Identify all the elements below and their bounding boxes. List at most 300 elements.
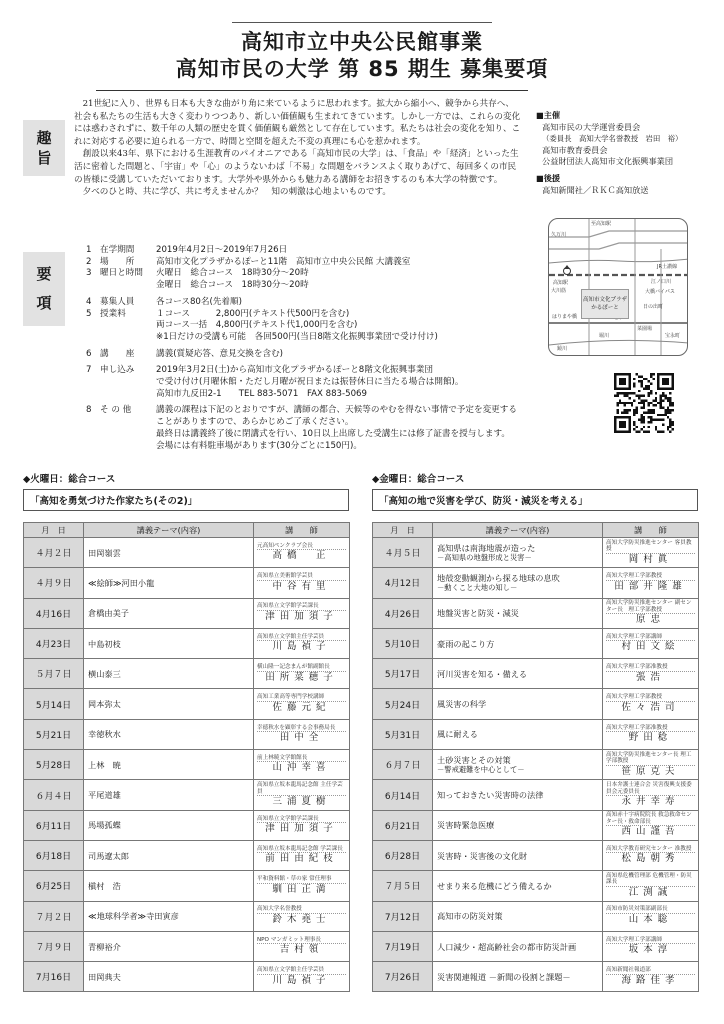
lecturer-title: 高知大学理工学部教授 xyxy=(606,694,662,701)
title-block xyxy=(0,29,724,83)
lecture-theme-cell xyxy=(84,538,254,568)
lecture-date: ４月９日 xyxy=(24,568,84,598)
table-header-cell: 講 師 xyxy=(603,523,699,538)
map-label: 久万川 xyxy=(551,232,567,238)
lecturer-title: 高知県危機管理部 危機管理・防災課長 xyxy=(606,872,692,886)
details-item-line: 高知市九反田2-1 TEL 883-5071 FAX 883-5069 xyxy=(156,388,367,399)
table-row xyxy=(24,901,350,931)
lecturer-name: 海路佳孝 xyxy=(606,974,695,987)
lecture-theme: 中島初枝 xyxy=(88,638,121,649)
details-item-key: 授業料 xyxy=(100,308,126,319)
lecturer-cell xyxy=(603,568,699,598)
details-item-number: 6 xyxy=(86,348,92,359)
lecture-date: ４月５日 xyxy=(373,538,433,568)
lecture-date: 5月28日 xyxy=(24,750,84,780)
lecturer-title: 高知大学教育研究センター 准教授 xyxy=(606,845,692,852)
lecturer-name: 山本聡 xyxy=(606,913,695,926)
lecturer-cell xyxy=(603,810,699,840)
map-label: 堀川 xyxy=(599,333,610,339)
tuesday-heading: ◆火曜日：総合コース xyxy=(23,474,116,485)
lecturer-title: 横山隆一記念まんが館副館長 xyxy=(257,664,330,671)
lecturer-title: 高知県立文学館主任学芸員 xyxy=(257,967,325,974)
lecture-date: 7月16日 xyxy=(24,962,84,992)
table-row xyxy=(24,931,350,961)
lecturer-name: 坂本淳 xyxy=(606,943,695,956)
lecturer-cell xyxy=(254,840,350,870)
lecturer-name: 鈴木堯士 xyxy=(257,913,346,926)
lecture-theme-cell xyxy=(433,719,603,749)
lecture-theme-cell xyxy=(433,962,603,992)
lecture-date: 5月10日 xyxy=(373,628,433,658)
details-item xyxy=(86,365,546,400)
lecturer-name: 津田加須子 xyxy=(257,610,346,623)
lecturer-name: 馴田正満 xyxy=(257,883,346,896)
lecture-theme: 河川災害を知る・備える xyxy=(437,668,528,679)
details-item-line: で受け付け(月曜休館・ただし月曜が祝日または振替休日に当たる場合は開館)。 xyxy=(156,377,464,388)
lecture-theme: 地盤災害と防災・減災 xyxy=(437,608,519,619)
lecturer-cell xyxy=(603,931,699,961)
lecturer-name: 佐藤元紀 xyxy=(257,701,346,714)
lecture-date: 5月24日 xyxy=(373,689,433,719)
lecturer-title: 幸徳秋水を顕彰する会事務局長 xyxy=(257,724,336,731)
table-header-cell: 月 日 xyxy=(373,523,433,538)
details-item-line: ※1日だけの受講も可能 各回500円(当日8階文化振興事業団で受け付け) xyxy=(156,331,438,342)
lecturer-title: NPO マンガミット理事長 xyxy=(257,936,321,943)
lecture-date: 5月14日 xyxy=(24,689,84,719)
details-item-key: そ の 他 xyxy=(100,405,132,416)
lecture-theme: 青柳裕介 xyxy=(88,941,121,952)
lecture-theme: 馬場孤蝶 xyxy=(88,820,121,831)
lecturer-title: 高知市防災対策部副部長 xyxy=(606,906,668,913)
friday-schedule-table xyxy=(372,522,699,992)
purpose-paragraph: 21世紀に入り、世界も日本も大きな曲がり角に来ているように思われます。拡大から縮小へ、競争から共存へ、社会も私たちの生活も大きく変わりつつあり、新しい価値観も生まれてきています。しかし一方では、これらの変化には惑わされずに、数千年の人類の歴史を貫く価値観も厳然として存在しています。私たちは社会の変化を知り、これに対応する必要に迫られる一方で、時間と空間を超えた不変の真理にも心を惹かれます。 xyxy=(74,99,521,147)
lecture-theme-sub: －高知県の地盤形成と災害－ xyxy=(437,552,532,562)
lecture-theme: 人口減少・超高齢社会の都市防災計画 xyxy=(437,941,577,952)
lecturer-title: 高知工業高等専門学校講師 xyxy=(257,694,325,701)
table-row xyxy=(24,780,350,810)
venue-name-line2: かるぽーと xyxy=(591,305,619,311)
table-row xyxy=(24,689,350,719)
table-row xyxy=(24,750,350,780)
lecturer-title: 高知大学防災推進センター 副センター長 理工学部教授 xyxy=(606,600,692,613)
tuesday-schedule-table xyxy=(23,522,350,992)
details-item-line: 2019年3月2日(土)から高知市文化プラザかるぽーと8階文化振興事業団 xyxy=(156,365,434,376)
map-label: JR土讃線 xyxy=(657,264,677,270)
map-label: 日の出町 xyxy=(643,304,664,310)
lecturer-cell xyxy=(603,598,699,628)
lecture-date: 6月25日 xyxy=(24,871,84,901)
lecture-theme-cell xyxy=(433,780,603,810)
lecture-theme: 地殻変動観測から探る地球の息吹 xyxy=(437,572,560,583)
map-label: 鏡川 xyxy=(557,346,568,352)
lecture-theme: 風災害の科学 xyxy=(437,699,487,710)
lecture-theme-cell xyxy=(433,810,603,840)
table-row xyxy=(373,659,699,689)
details-item-key: 募集人員 xyxy=(100,296,135,307)
map-label: 至高知駅 xyxy=(591,221,612,227)
table-row xyxy=(24,962,350,992)
details-item xyxy=(86,257,546,269)
details-item-line: 火曜日 総合コース 18時30分～20時 xyxy=(156,268,309,279)
lecture-theme: 災害時緊急医療 xyxy=(437,820,495,831)
lecture-theme-cell xyxy=(433,931,603,961)
lecturer-title: 元高知ペンクラブ会長 xyxy=(257,542,313,549)
table-row xyxy=(373,750,699,780)
lecturer-title: 高知大学理工学部准教授 xyxy=(606,724,668,731)
lecturer-title: 高知大学防災推進センター 客員教授 xyxy=(606,539,692,553)
details-item xyxy=(86,405,546,452)
lecturer-title: 高知県立美術館学芸員 xyxy=(257,573,313,580)
venue-map xyxy=(548,218,688,356)
details-label xyxy=(23,252,65,326)
lecture-date: ６月７日 xyxy=(373,750,433,780)
lecture-date: 5月17日 xyxy=(373,659,433,689)
lecture-date: 4月16日 xyxy=(24,598,84,628)
lecture-theme-cell xyxy=(84,659,254,689)
map-label: 菜園場 xyxy=(637,326,653,332)
lecturer-title: 高知県立文学館学芸課長 xyxy=(257,603,319,610)
lecturer-name: 前田由紀枝 xyxy=(257,852,346,865)
details-item-key: 講 座 xyxy=(100,348,135,359)
lecture-date: 7月26日 xyxy=(373,962,433,992)
lecturer-cell xyxy=(254,810,350,840)
lecturer-name: 松島朝秀 xyxy=(606,852,695,865)
lecturer-cell xyxy=(254,598,350,628)
table-row xyxy=(24,568,350,598)
lecturer-name: 永井幸寿 xyxy=(606,795,695,808)
details-item-key: 場 所 xyxy=(100,256,135,267)
table-header-cell: 講義テーマ(内容) xyxy=(433,523,603,538)
lecturer-name: 田部井隆雄 xyxy=(606,580,695,593)
lecturer-name: 川島禎子 xyxy=(257,640,346,653)
lecture-theme-cell xyxy=(433,598,603,628)
lecturer-title: 高知大学理工学部教授 xyxy=(606,573,662,580)
lecturer-cell xyxy=(603,871,699,901)
details-item-line: 最終日は講義終了後に閉講式を行い、10日以上出席した受講生には修了証書を授与します。 xyxy=(156,428,510,439)
purpose-label xyxy=(23,120,65,176)
details-item-line: 講義(質疑応答、意見交換を含む) xyxy=(156,348,284,359)
details-item-number: 3 xyxy=(86,268,92,279)
lecture-theme: 高知市の防災対策 xyxy=(437,911,503,922)
table-header-cell: 月 日 xyxy=(24,523,84,538)
lecture-date: ５月７日 xyxy=(24,659,84,689)
table-row xyxy=(373,931,699,961)
lecturer-name: 佐々浩司 xyxy=(606,701,695,714)
lecturer-name: 田中全 xyxy=(257,731,346,744)
details-item-number: 7 xyxy=(86,365,92,376)
lecture-theme-sub: －動くこと大地の知し－ xyxy=(437,582,518,592)
lecture-date: 4月23日 xyxy=(24,628,84,658)
table-row xyxy=(24,871,350,901)
lecture-date: ６月４日 xyxy=(24,780,84,810)
table-row xyxy=(24,719,350,749)
details-item-number: 2 xyxy=(86,256,92,267)
top-rule xyxy=(232,22,492,23)
lecturer-cell xyxy=(254,780,350,810)
details-item-line: 金曜日 総合コース 18時30分～20時 xyxy=(156,280,309,291)
lecturer-name: 中谷有里 xyxy=(257,580,346,593)
lecturer-cell xyxy=(603,689,699,719)
lecturer-name: 三浦夏樹 xyxy=(257,795,346,808)
lecturer-cell xyxy=(603,538,699,568)
lecturer-name: 岡村眞 xyxy=(606,553,695,566)
details-item-number: 8 xyxy=(86,405,92,416)
friday-heading: ◆金曜日：総合コース xyxy=(372,474,465,485)
host-heading: ■主催 xyxy=(536,110,561,120)
lecture-theme-cell xyxy=(84,901,254,931)
lecturer-title: 高知県立坂本龍馬記念館 主任学芸員 xyxy=(257,782,343,795)
lecturer-name: 川島禎子 xyxy=(257,974,346,987)
lecture-date: 6月11日 xyxy=(24,810,84,840)
support-line: 高知新聞社／ＲＫＣ高知放送 xyxy=(542,184,649,195)
lecturer-title: 高知大学名誉教授 xyxy=(257,906,302,913)
lecturer-cell xyxy=(603,628,699,658)
host-line: 高知市民の大学運営委員会 xyxy=(542,121,641,132)
table-row xyxy=(373,628,699,658)
lecturer-cell xyxy=(254,568,350,598)
lecture-theme: せまり来る危機にどう備えるか xyxy=(437,880,552,891)
lecture-theme-cell xyxy=(433,628,603,658)
lecture-date: 6月14日 xyxy=(373,780,433,810)
lecturer-cell xyxy=(603,750,699,780)
lecture-theme: ≪絵師≫河田小龍 xyxy=(88,577,155,588)
details-item-key: 申し込み xyxy=(100,365,135,376)
lecturer-name: 田所菜穂子 xyxy=(257,671,346,684)
lecture-theme-cell xyxy=(433,689,603,719)
lecture-theme-cell xyxy=(84,780,254,810)
qr-code xyxy=(614,373,674,433)
lecturer-cell xyxy=(603,780,699,810)
lecture-theme-cell xyxy=(433,871,603,901)
lecture-theme: 横山泰三 xyxy=(88,668,121,679)
lecturer-title: 高知赤十字病院院長 救急救命センター長・救命部長 xyxy=(606,812,692,825)
lecturer-name: 江渕誠 xyxy=(606,886,695,899)
lecturer-cell xyxy=(603,962,699,992)
lecturer-name: 西山謹吾 xyxy=(606,825,695,838)
lecturer-title: 高知大学防災推進センター長 理工学部教授 xyxy=(606,751,692,765)
lecture-theme-cell xyxy=(84,598,254,628)
map-label: はりまや橋 xyxy=(552,314,578,320)
details-item xyxy=(86,297,546,309)
table-row xyxy=(24,659,350,689)
table-row xyxy=(373,598,699,628)
lecture-theme: 田岡嶺雲 xyxy=(88,547,121,558)
lecture-theme-cell xyxy=(84,962,254,992)
venue-name-line1: 高知市文化プラザ xyxy=(582,297,627,303)
lecturer-cell xyxy=(254,750,350,780)
lecture-date: 4月12日 xyxy=(373,568,433,598)
purpose-paragraph: 創設以来43年、県下における生涯教育のパイオニアである「高知市民の大学」は、「食品」や「経済」といった生活に密着した問題と、「宇宙」や「心」のようないわば「不易」な問題をバランスよく取りあげて、毎回多くの市民の皆様に受講していただいております。大学外や県外からも魅力ある講師をお招きするのも本大学の特徴です。 xyxy=(74,149,519,185)
table-row xyxy=(24,598,350,628)
table-row xyxy=(373,962,699,992)
lecturer-name: 原忠 xyxy=(606,613,695,626)
lecturer-name: 野田稔 xyxy=(606,731,695,744)
lecture-theme-cell xyxy=(84,719,254,749)
host-line: （委員長 高知大学名誉教授 岩田 裕） xyxy=(542,134,683,144)
lecturer-name: 村田文絵 xyxy=(606,640,695,653)
table-row xyxy=(24,538,350,568)
lecturer-cell xyxy=(254,628,350,658)
details-item-line: 講義の課程は下記のとおりですが、講師の都合、天候等のやむを得ない事情で予定を変更する xyxy=(156,405,517,416)
lecture-theme: 災害時・災害後の文化財 xyxy=(437,850,528,861)
table-row xyxy=(373,810,699,840)
lecture-theme-cell xyxy=(433,901,603,931)
friday-subtitle: 「高知の地で災害を学び、防災・減災を考える」 xyxy=(372,489,698,511)
lecture-theme: 豪雨の起こり方 xyxy=(437,638,495,649)
lecture-theme: 倉橋由美子 xyxy=(88,608,129,619)
lecturer-cell xyxy=(254,962,350,992)
lecture-theme: ≪地球科学者≫寺田寅彦 xyxy=(88,911,179,922)
lecturer-title: 高知県立坂本龍馬記念館 学芸課長 xyxy=(257,845,343,852)
lecturer-title: 高知新聞社報道部 xyxy=(606,967,651,974)
lecture-date: 7月12日 xyxy=(373,901,433,931)
table-row xyxy=(24,840,350,870)
lecturer-title: 高知県立文学館学芸課長 xyxy=(257,815,319,822)
lecturer-cell xyxy=(254,871,350,901)
details-item-line: 会場には有料駐車場があります(30分ごとに150円)。 xyxy=(156,440,362,451)
table-header-cell: 講義テーマ(内容) xyxy=(84,523,254,538)
lecturer-cell xyxy=(603,901,699,931)
lecture-date: ７月２日 xyxy=(24,901,84,931)
lecturer-cell xyxy=(254,931,350,961)
lecturer-title: 高知県立文学館主任学芸員 xyxy=(257,633,325,640)
lecture-theme: 災害関連報道 －新聞の役割と課題－ xyxy=(437,971,571,982)
details-item-line: １コース 2,800円(テキスト代500円を含む) xyxy=(156,308,350,319)
lecture-date: 6月21日 xyxy=(373,810,433,840)
lecture-date: 5月21日 xyxy=(24,719,84,749)
lecture-theme: 田岡典夫 xyxy=(88,971,121,982)
lecture-date: 4月26日 xyxy=(373,598,433,628)
host-line: 高知市教育委員会 xyxy=(542,144,608,155)
details-item xyxy=(86,245,546,257)
lecture-theme-cell xyxy=(84,568,254,598)
lecture-theme-sub: －警戒避難を中心として－ xyxy=(437,764,525,774)
details-item-number: 5 xyxy=(86,308,92,319)
lecture-theme-cell xyxy=(84,628,254,658)
lecture-theme: 平尾道雄 xyxy=(88,790,121,801)
details-item-line: ことがありますので、あらかじめご了承ください。 xyxy=(156,417,354,428)
lecturer-cell xyxy=(603,719,699,749)
lecture-theme-cell xyxy=(84,810,254,840)
lecture-theme-cell xyxy=(84,689,254,719)
lecturer-cell xyxy=(254,901,350,931)
purpose-paragraph: 夕べのひと時、共に学び、共に考えませんか？ 知の刺激は心地よいものです。 xyxy=(82,187,391,198)
lecture-theme-cell xyxy=(433,750,603,780)
lecturer-cell xyxy=(254,719,350,749)
lecturer-title: 前上林暁文学館館長 xyxy=(257,754,308,761)
details-label-char: 項 xyxy=(36,294,52,312)
lecturer-title: 高知大学理工学部准教授 xyxy=(606,664,668,671)
table-row xyxy=(373,901,699,931)
lecturer-name: 津田加須子 xyxy=(257,822,346,835)
details-item-number: 1 xyxy=(86,245,92,255)
map-venue-marker xyxy=(581,289,629,319)
table-row xyxy=(24,810,350,840)
lecture-date: ４月２日 xyxy=(24,538,84,568)
table-row xyxy=(373,840,699,870)
lecturer-cell xyxy=(603,840,699,870)
title-rule xyxy=(96,90,528,91)
lecturer-cell xyxy=(254,659,350,689)
lecturer-name: 張浩 xyxy=(606,671,695,684)
lecturer-title: 高知大学理工学部講師 xyxy=(606,633,662,640)
lecture-theme-cell xyxy=(84,931,254,961)
lecture-date: ７月９日 xyxy=(24,931,84,961)
lecture-theme: 高知県は南海地震が造った xyxy=(437,542,536,553)
lecture-theme: 槇村 浩 xyxy=(88,880,121,891)
details-item xyxy=(86,309,546,344)
purpose-label-char: 旨 xyxy=(36,148,52,167)
details-item xyxy=(86,349,546,361)
lecture-theme-cell xyxy=(84,840,254,870)
lecture-theme-cell xyxy=(84,871,254,901)
lecturer-cell xyxy=(254,689,350,719)
details-item-line: 2019年4月2日～2019年7月26日 xyxy=(156,245,288,255)
lecturer-title: 高知大学理工学部講師 xyxy=(606,936,662,943)
lecture-theme: 知っておきたい災害時の法律 xyxy=(437,790,544,801)
lecture-theme-cell xyxy=(433,840,603,870)
lecture-theme-cell xyxy=(433,659,603,689)
lecture-theme-cell xyxy=(84,750,254,780)
lecture-theme: 岡本弥太 xyxy=(88,699,121,710)
details-item-line: 高知市文化プラザかるぽーと11階 高知市立中央公民館 大講義室 xyxy=(156,256,411,267)
table-row xyxy=(373,780,699,810)
lecture-date: 5月31日 xyxy=(373,719,433,749)
details-item-key: 曜日と時間 xyxy=(100,268,143,279)
page-title-line1: 高知市立中央公民館事業 xyxy=(241,30,483,54)
lecturer-name: 高橋 正 xyxy=(257,549,346,562)
lecturer-name: 笹原克夫 xyxy=(606,765,695,778)
lecturer-cell xyxy=(603,659,699,689)
details-item-line: 両コース一括 4,800円(テキスト代1,000円を含む) xyxy=(156,320,358,331)
lecture-theme: 幸徳秋水 xyxy=(88,729,121,740)
lecture-theme: 上林 暁 xyxy=(88,759,121,770)
page-title-line2: 高知市民の大学 第 85 期生 募集要項 xyxy=(175,57,549,81)
table-row xyxy=(373,871,699,901)
lecture-theme: 風に耐える xyxy=(437,729,478,740)
lecturer-title: 日本弁護士連合会 災害復興支援委員会元委員長 xyxy=(606,782,692,795)
lecture-theme-cell xyxy=(433,568,603,598)
lecturer-title: 平和資料館・草の家 常任理事 xyxy=(257,876,332,883)
map-label: 大橋バイパス xyxy=(645,289,675,295)
host-line: 公益財団法人高知市文化振興事業団 xyxy=(542,156,674,167)
tuesday-subtitle: 「高知を勇気づけた作家たち(その2)」 xyxy=(23,489,349,511)
details-label-char: 要 xyxy=(36,265,52,283)
table-row xyxy=(373,568,699,598)
map-label: 江ノ口川 xyxy=(651,279,672,285)
lecture-theme: 土砂災害とその対策 xyxy=(437,754,511,765)
table-row xyxy=(373,538,699,568)
lecturer-name: 山沖幸喜 xyxy=(257,761,346,774)
lecture-date: 6月18日 xyxy=(24,840,84,870)
lecture-theme-cell xyxy=(433,538,603,568)
details-item-line: 各コース80名(先着順) xyxy=(156,296,242,307)
lecturer-name: 吉村領 xyxy=(257,943,346,956)
purpose-label-char: 趣 xyxy=(36,128,52,147)
map-label: 大川筋 xyxy=(551,288,567,294)
table-row xyxy=(373,719,699,749)
details-item-key: 在学期間 xyxy=(100,245,135,255)
map-label: 高知駅 xyxy=(553,280,569,286)
map-label: 宝永町 xyxy=(665,333,681,339)
lecture-date: ７月５日 xyxy=(373,871,433,901)
lecture-date: 7月19日 xyxy=(373,931,433,961)
table-row xyxy=(373,689,699,719)
table-row xyxy=(24,628,350,658)
details-list xyxy=(86,245,546,452)
details-item-number: 4 xyxy=(86,296,92,307)
purpose-text xyxy=(74,98,522,199)
